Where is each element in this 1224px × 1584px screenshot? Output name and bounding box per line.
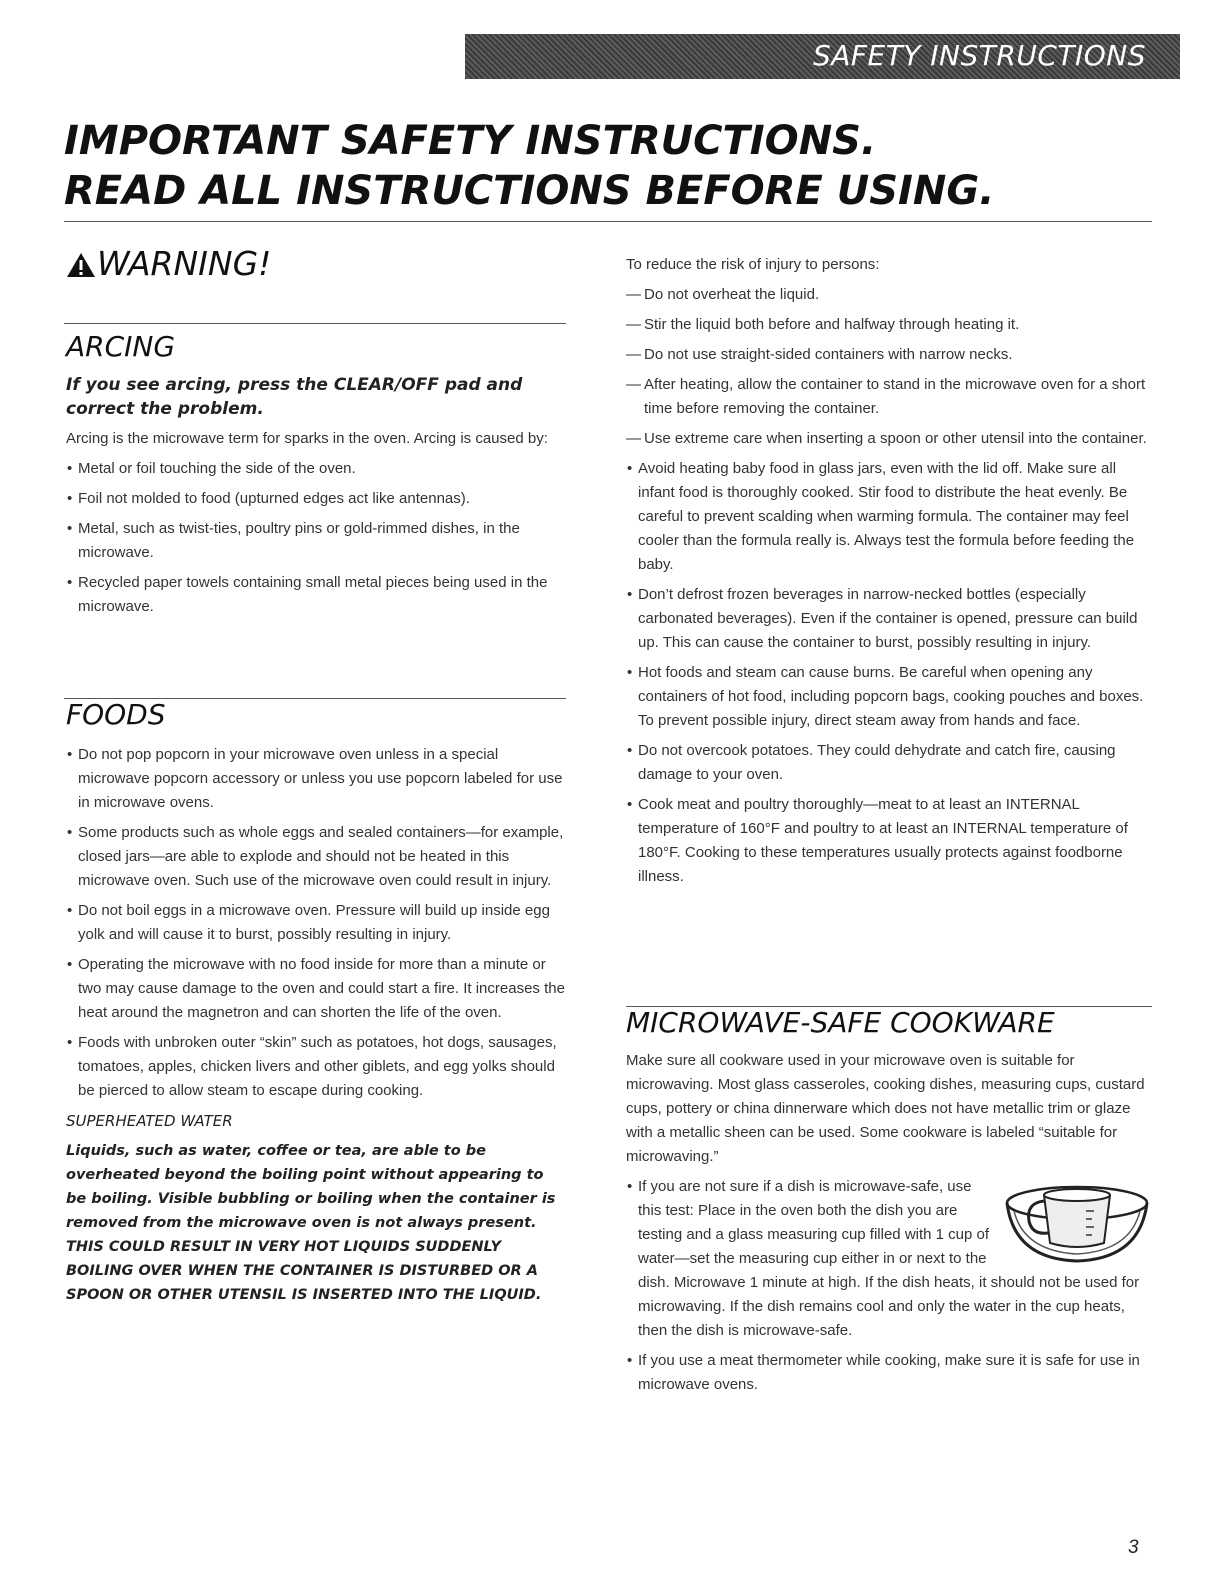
arcing-section	[66, 330, 566, 619]
list-item: — Use extreme care when inserting a spoon or other utensil into the container.	[626, 427, 1152, 451]
section-banner-label: SAFETY INSTRUCTIONS	[812, 39, 1146, 72]
list-item: • Foil not molded to food (upturned edges act like antennas).	[66, 487, 566, 511]
foods-list	[66, 743, 566, 1103]
section-banner	[465, 34, 1180, 79]
list-item: — Do not overheat the liquid.	[626, 283, 1152, 307]
injury-dash-list	[626, 283, 1152, 451]
list-item: • Do not pop popcorn in your microwave oven unless in a special microwave popcorn accessory or unless you use popcorn labeled for use in microwave ovens.	[66, 743, 566, 815]
foods-title: FOODS	[66, 698, 166, 731]
page-title-line-2: READ ALL INSTRUCTIONS BEFORE USING.	[64, 168, 995, 214]
right-column	[626, 253, 1152, 1403]
cookware-section	[626, 1006, 1152, 1397]
list-item: • Recycled paper towels containing small metal pieces being used in the microwave.	[66, 571, 566, 619]
left-column	[66, 244, 566, 1307]
title-divider	[64, 221, 1152, 222]
foods-section	[66, 698, 566, 1307]
arcing-list	[66, 457, 566, 619]
list-item: • Operating the microwave with no food inside for more than a minute or two may cause damage to the oven and could start a fire. It increases the heat around the magnetron and can shorten the life of the oven.	[66, 953, 566, 1025]
page-title-line-1: IMPORTANT SAFETY INSTRUCTIONS.	[64, 118, 877, 164]
page-number: 3	[1128, 1537, 1139, 1558]
list-item	[626, 1175, 1152, 1343]
superheated-water-text: Liquids, such as water, coffee or tea, are able to be overheated beyond the boiling point without appearing to be boiling. Visible bubbling or boiling when the container is removed from the microwave oven is not always present. THIS COULD RESULT IN VERY HOT LIQUIDS SUDDENLY BOILING OVER WHEN THE CONTAINER IS DISTURBED OR A SPOON OR OTHER UTENSIL IS INSERTED INTO THE LIQUID.	[66, 1143, 556, 1303]
list-item: • Metal or foil touching the side of the oven.	[66, 457, 566, 481]
list-item: • Don’t defrost frozen beverages in narrow-necked bottles (especially carbonated beverages). Even if the container is opened, pressure can build up. This can cause the container to burst, possibly resulting in injury.	[626, 583, 1152, 655]
list-item: • Avoid heating baby food in glass jars, even with the lid off. Make sure all infant food is thoroughly cooked. Stir food to distribute the heat evenly. Be careful to prevent scalding when warming formula. The container may feel cooler than the formula really is. Always test the formula before feeding the baby.	[626, 457, 1152, 577]
list-item: — Do not use straight-sided containers with narrow necks.	[626, 343, 1152, 367]
list-item: • Cook meat and poultry thoroughly—meat to at least an INTERNAL temperature of 160°F and poultry to at least an INTERNAL temperature of 180°F. Cooking to these temperatures usually protects against foodborne illness.	[626, 793, 1152, 889]
list-item: — Stir the liquid both before and halfway through heating it.	[626, 313, 1152, 337]
list-item: — After heating, allow the container to stand in the microwave oven for a short time before removing the container.	[626, 373, 1152, 421]
injury-intro: To reduce the risk of injury to persons:	[626, 256, 880, 273]
superheated-water-heading: SUPERHEATED WATER	[66, 1112, 233, 1130]
arcing-lead: If you see arcing, press the CLEAR/OFF pad and correct the problem.	[66, 375, 523, 419]
injury-section	[626, 253, 1152, 889]
warning-triangle-icon	[66, 252, 96, 278]
list-item: • Foods with unbroken outer “skin” such as potatoes, hot dogs, sausages, tomatoes, apples, chicken livers and other giblets, and egg yolks should be pierced to allow steam to escape during cooking.	[66, 1031, 566, 1103]
cookware-item-text: If you are not sure if a dish is microwave-safe, use this test: Place in the oven both the dish you are testing and a glass measuring cup filled with 1 cup of water—set the measuring cup either in or next to the dish. Microwave 1 minute at high. If the dish heats, it should not be used for microwaving. If the dish remains cool and only the water in the cup heats, then the dish is microwave-safe.	[638, 1178, 1140, 1339]
list-item: • Do not boil eggs in a microwave oven. Pressure will build up inside egg yolk and will cause it to burst, possibly resulting in injury.	[66, 899, 566, 947]
cookware-intro: Make sure all cookware used in your microwave oven is suitable for microwaving. Most glass casseroles, cooking dishes, measuring cups, custard cups, pottery or china dinnerware which does not have metallic trim or glaze with a metallic sheen can be used. Some cookware is labeled “suitable for microwaving.”	[626, 1052, 1145, 1165]
list-item: • Metal, such as twist-ties, poultry pins or gold-rimmed dishes, in the microwave.	[66, 517, 566, 565]
list-item: • If you use a meat thermometer while cooking, make sure it is safe for use in microwave ovens.	[626, 1349, 1152, 1397]
list-item: • Some products such as whole eggs and sealed containers—for example, closed jars—are able to explode and should not be heated in this microwave oven. Such use of the microwave oven could result in injury.	[66, 821, 566, 893]
arcing-title: ARCING	[66, 330, 176, 363]
arcing-intro: Arcing is the microwave term for sparks in the oven. Arcing is caused by:	[66, 430, 548, 447]
injury-bullet-list	[626, 457, 1152, 889]
list-item: • Do not overcook potatoes. They could dehydrate and catch fire, causing damage to your oven.	[626, 739, 1152, 787]
list-item: • Hot foods and steam can cause burns. Be careful when opening any containers of hot food, including popcorn bags, cooking pouches and boxes. To prevent possible injury, direct steam away from hands and face.	[626, 661, 1152, 733]
warning-heading-text: WARNING!	[97, 244, 272, 283]
cookware-title: MICROWAVE-SAFE COOKWARE	[626, 1006, 1055, 1039]
warning-heading	[66, 244, 566, 304]
measuring-cup-in-dish-icon	[1002, 1181, 1152, 1267]
cookware-list	[626, 1175, 1152, 1397]
